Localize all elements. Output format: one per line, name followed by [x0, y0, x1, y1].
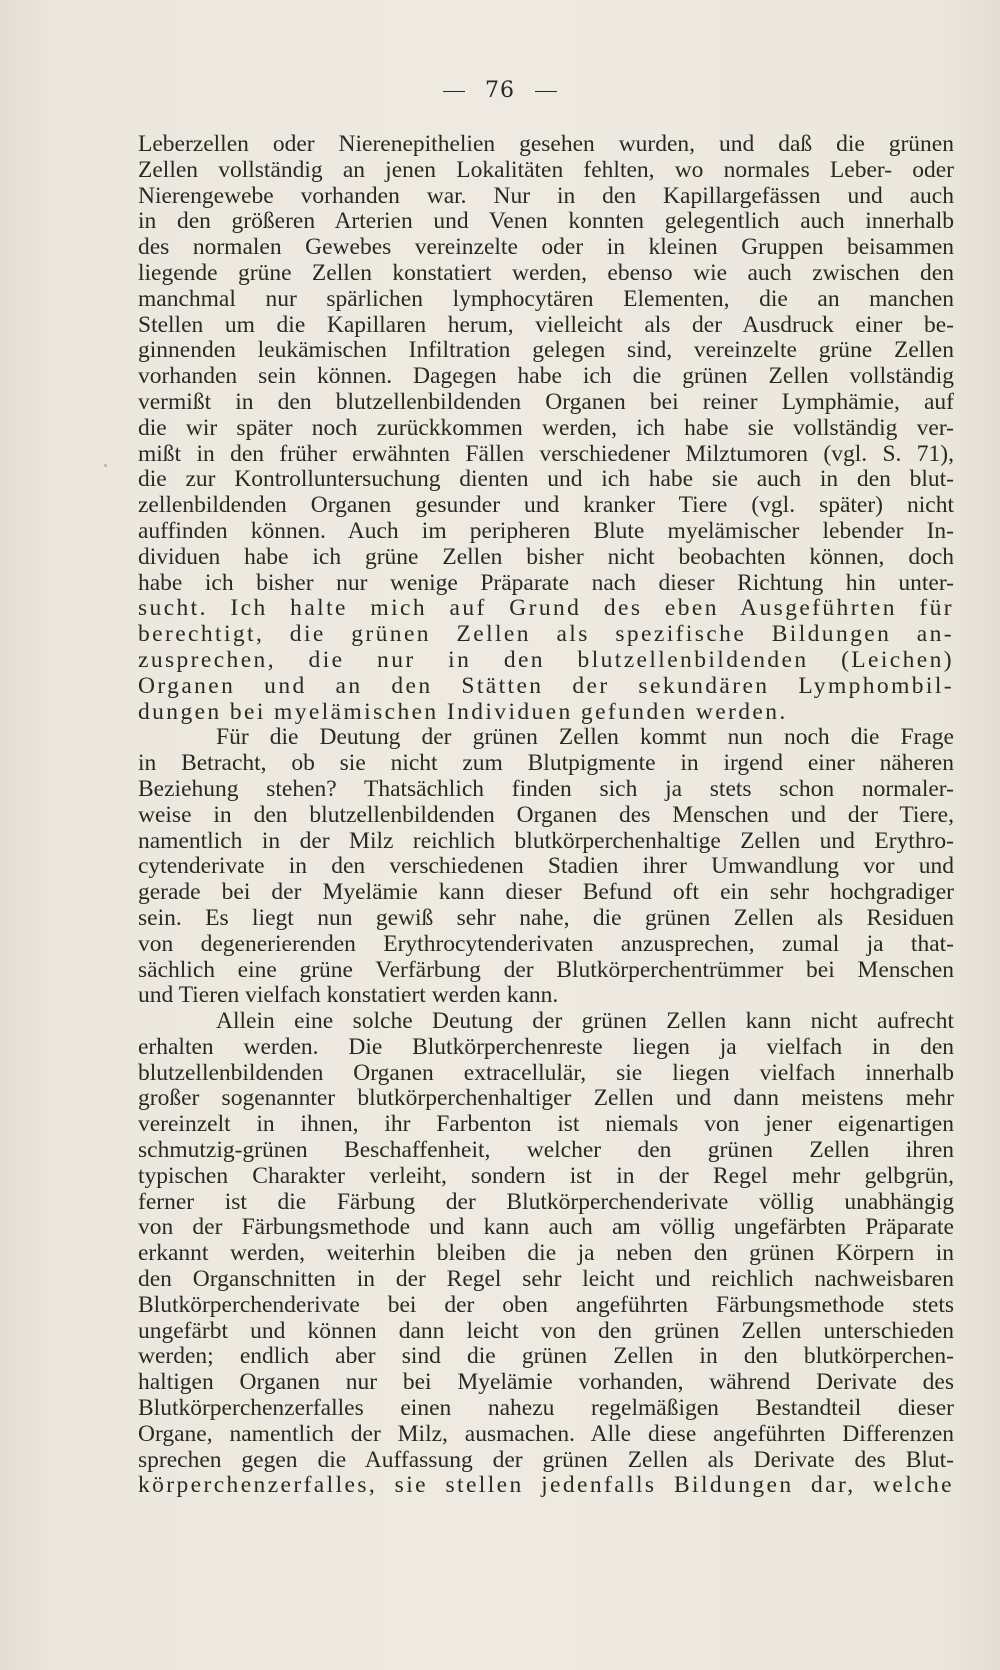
- header-dash-right: [535, 91, 557, 92]
- text-line: ungefärbt und können dann leicht von den grünen Zellen unterschieden: [138, 1317, 954, 1344]
- page-number: 76: [485, 78, 515, 103]
- text-line: Nierengewebe vorhanden war. Nur in den Kapillargefässen und auch: [138, 182, 954, 209]
- text-line: mißt in den früher erwähnten Fällen verschiedener Milztumoren (vgl. S. 71),: [138, 440, 954, 467]
- text-line: von der Färbungsmethode und kann auch am völlig ungefärbten Präparate: [138, 1214, 954, 1241]
- text-line: namentlich in der Milz reichlich blutkörperchenhaltige Zellen und Erythro-: [138, 827, 954, 854]
- text-line: erhalten werden. Die Blutkörperchenreste liegen ja vielfach in den: [138, 1033, 954, 1060]
- text-line: schmutzig-grünen Beschaffenheit, welcher den grünen Zellen ihren: [138, 1137, 954, 1164]
- text-line: berechtigt, die grünen Zellen als spezifische Bildungen an-: [138, 621, 954, 648]
- text-line: weise in den blutzellenbildenden Organen des Menschen und der Tiere,: [138, 801, 954, 828]
- text-line: sucht. Ich halte mich auf Grund des eben Ausgeführten für: [138, 595, 954, 622]
- text-line: Organe, namentlich der Milz, ausmachen. Alle diese angeführten Differenzen: [138, 1420, 954, 1447]
- text-line: zellenbildenden Organen gesunder und kranker Tiere (vgl. später) nicht: [138, 492, 954, 519]
- text-line: habe ich bisher nur wenige Präparate nach dieser Richtung hin unter-: [138, 569, 954, 596]
- text-line: erkannt werden, weiterhin bleiben die ja neben den grünen Körpern in: [138, 1240, 954, 1267]
- text-line: Organen und an den Stätten der sekundären Lymphombil-: [138, 672, 954, 699]
- text-line: körperchenzerfalles, sie stellen jedenfalls Bildungen dar, welche: [138, 1472, 954, 1499]
- text-line: blutzellenbildenden Organen extracellulär, sie liegen vielfach innerhalb: [138, 1059, 954, 1086]
- text-line: Blutkörperchenzerfalles einen nahezu regelmäßigen Bestandteil dieser: [138, 1395, 954, 1422]
- text-line: und Tieren vielfach konstatiert werden kann.: [138, 982, 559, 1009]
- text-line: zusprechen, die nur in den blutzellenbildenden (Leichen): [138, 646, 954, 673]
- text-line: die zur Kontrolluntersuchung dienten und ich habe sie auch in den blut-: [138, 466, 954, 493]
- text-line: cytenderivate in den verschiedenen Stadien ihrer Umwandlung vor und: [138, 853, 954, 880]
- text-line: Blutkörperchenderivate bei der oben angeführten Färbungsmethode stets: [138, 1291, 954, 1318]
- text-line: die wir später noch zurückkommen werden, ich habe sie vollständig ver-: [138, 414, 954, 441]
- header-dash-left: [443, 91, 465, 92]
- text-line: dungen bei myelämischen Individuen gefunden werden.: [138, 698, 788, 725]
- text-line: haltigen Organen nur bei Myelämie vorhanden, während Derivate des: [138, 1369, 954, 1396]
- text-line: in Betracht, ob sie nicht zum Blutpigmente in irgend einer näheren: [138, 750, 954, 777]
- text-line: dividuen habe ich grüne Zellen bisher nicht beobachten können, doch: [138, 543, 954, 570]
- text-line: in den größeren Arterien und Venen konnten gelegentlich auch innerhalb: [138, 208, 954, 235]
- text-line: sächlich eine grüne Verfärbung der Blutkörperchentrümmer bei Menschen: [138, 956, 954, 983]
- body-text: [138, 132, 954, 1499]
- text-line: Stellen um die Kapillaren herum, vielleicht als der Ausdruck einer be-: [138, 311, 954, 338]
- text-line: gerade bei der Myelämie kann dieser Befund oft ein sehr hochgradiger: [138, 879, 954, 906]
- text-line: Zellen vollständig an jenen Lokalitäten fehlten, wo normales Leber- oder: [138, 156, 954, 183]
- text-line: typischen Charakter verleiht, sondern ist in der Regel mehr gelbgrün,: [138, 1162, 954, 1189]
- text-line: auffinden können. Auch im peripheren Blute myelämischer lebender In-: [138, 517, 954, 544]
- text-line: vorhanden sein können. Dagegen habe ich die grünen Zellen vollständig: [138, 363, 954, 390]
- text-line: den Organschnitten in der Regel sehr leicht und reichlich nachweisbaren: [138, 1266, 954, 1293]
- text-line: Allein eine solche Deutung der grünen Zellen kann nicht aufrecht: [216, 1008, 954, 1035]
- text-line: vermißt in den blutzellenbildenden Organen bei reiner Lymphämie, auf: [138, 388, 954, 415]
- text-line: liegende grüne Zellen konstatiert werden, ebenso wie auch zwischen den: [138, 259, 954, 286]
- text-line: manchmal nur spärlichen lymphocytären Elementen, die an manchen: [138, 285, 954, 312]
- text-line: ginnenden leukämischen Infiltration gelegen sind, vereinzelte grüne Zellen: [138, 337, 954, 364]
- text-line: von degenerierenden Erythrocytenderivaten anzusprechen, zumal ja that-: [138, 930, 954, 957]
- page-number-header: [0, 78, 1000, 103]
- text-line: ferner ist die Färbung der Blutkörperchenderivate völlig unabhängig: [138, 1188, 954, 1215]
- text-line: Für die Deutung der grünen Zellen kommt nun noch die Frage: [216, 724, 954, 751]
- text-line: Beziehung stehen? Thatsächlich finden sich ja stets schon normaler-: [138, 775, 954, 802]
- text-line: vereinzelt in ihnen, ihr Farbenton ist niemals von jener eigenartigen: [138, 1111, 954, 1138]
- text-line: großer sogenannter blutkörperchenhaltiger Zellen und dann meistens mehr: [138, 1085, 954, 1112]
- text-line: sein. Es liegt nun gewiß sehr nahe, die grünen Zellen als Residuen: [138, 904, 954, 931]
- text-line: werden; endlich aber sind die grünen Zellen in den blutkörperchen-: [138, 1343, 954, 1370]
- text-line: sprechen gegen die Auffassung der grünen Zellen als Derivate des Blut-: [138, 1446, 954, 1473]
- margin-speck: [104, 464, 107, 467]
- text-line: des normalen Gewebes vereinzelte oder in kleinen Gruppen beisammen: [138, 234, 954, 261]
- text-line: Leberzellen oder Nierenepithelien gesehen wurden, und daß die grünen: [138, 131, 954, 157]
